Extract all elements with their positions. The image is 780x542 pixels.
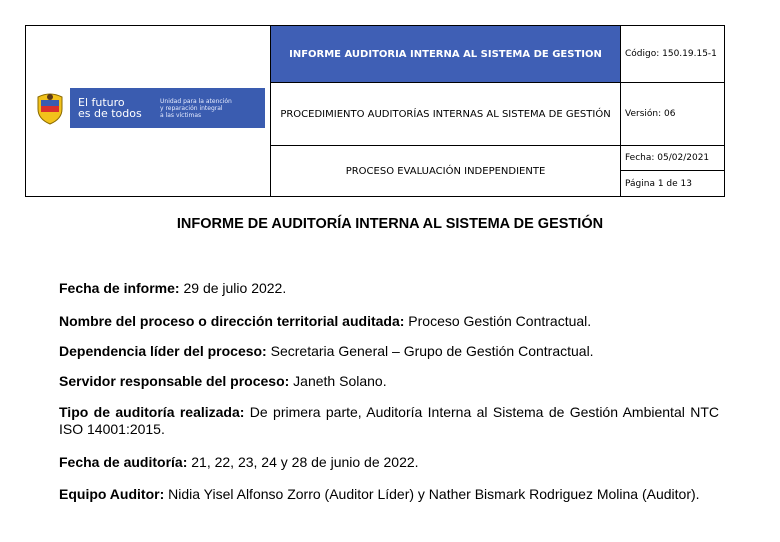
field-process-name xyxy=(59,313,719,330)
field-responsible xyxy=(59,373,719,390)
field-label: Tipo de auditoría realizada: xyxy=(59,404,245,420)
field-dependency xyxy=(59,343,719,360)
document-title: INFORME DE AUDITORÍA INTERNA AL SISTEMA DE GESTIÓN xyxy=(176,216,604,232)
field-value: Proceso Gestión Contractual. xyxy=(404,313,592,329)
header-code: Código: 150.19.15-1 xyxy=(621,26,725,83)
header-process: PROCESO EVALUACIÓN INDEPENDIENTE xyxy=(271,146,621,197)
colombia-coat-of-arms-icon xyxy=(31,88,69,128)
logo-entity-line2: y reparación integral xyxy=(160,104,223,112)
field-label: Nombre del proceso o dirección territorial auditada: xyxy=(59,313,405,329)
document-header xyxy=(25,25,725,197)
field-audit-date xyxy=(59,454,719,471)
logo-cell xyxy=(26,26,271,197)
header-date: Fecha: 05/02/2021 xyxy=(621,146,724,171)
field-value: De primera parte, Auditoría Interna al Sistema de Gestión Ambiental NTC ISO 14001:2015. xyxy=(59,404,719,437)
header-version: Versión: 06 xyxy=(621,83,725,146)
field-report-date xyxy=(59,280,719,297)
logo-tagline-line2: es de todos xyxy=(78,107,142,120)
logo-entity-name xyxy=(160,98,232,119)
field-value: 21, 22, 23, 24 y 28 de junio de 2022. xyxy=(187,454,419,470)
header-date-page xyxy=(621,146,725,197)
institution-logo xyxy=(31,88,265,128)
field-value: Nidia Yisel Alfonso Zorro (Auditor Líder) y Nather Bismark Rodriguez Molina (Auditor). xyxy=(164,486,700,502)
header-report-title: INFORME AUDITORIA INTERNA AL SISTEMA DE GESTION xyxy=(271,26,621,83)
field-value: Janeth Solano. xyxy=(289,373,387,389)
header-page-number: Página 1 de 13 xyxy=(625,178,692,189)
logo-tagline xyxy=(70,97,160,119)
field-value: 29 de julio 2022. xyxy=(179,280,287,296)
field-label: Fecha de informe: xyxy=(59,280,180,296)
field-audit-team xyxy=(59,486,719,503)
field-label: Servidor responsable del proceso: xyxy=(59,373,290,389)
field-label: Dependencia líder del proceso: xyxy=(59,343,267,359)
logo-entity-line1: Unidad para la atención xyxy=(160,97,232,105)
header-procedure: PROCEDIMIENTO AUDITORÍAS INTERNAS AL SISTEMA DE GESTIÓN xyxy=(271,83,621,146)
field-label: Equipo Auditor: xyxy=(59,486,165,502)
field-value: Secretaria General – Grupo de Gestión Contractual. xyxy=(266,343,594,359)
logo-band xyxy=(70,88,265,128)
logo-tagline-line1: El futuro xyxy=(78,96,125,109)
field-label: Fecha de auditoría: xyxy=(59,454,188,470)
logo-entity-line3: a las víctimas xyxy=(160,111,202,119)
field-audit-type xyxy=(59,404,719,438)
